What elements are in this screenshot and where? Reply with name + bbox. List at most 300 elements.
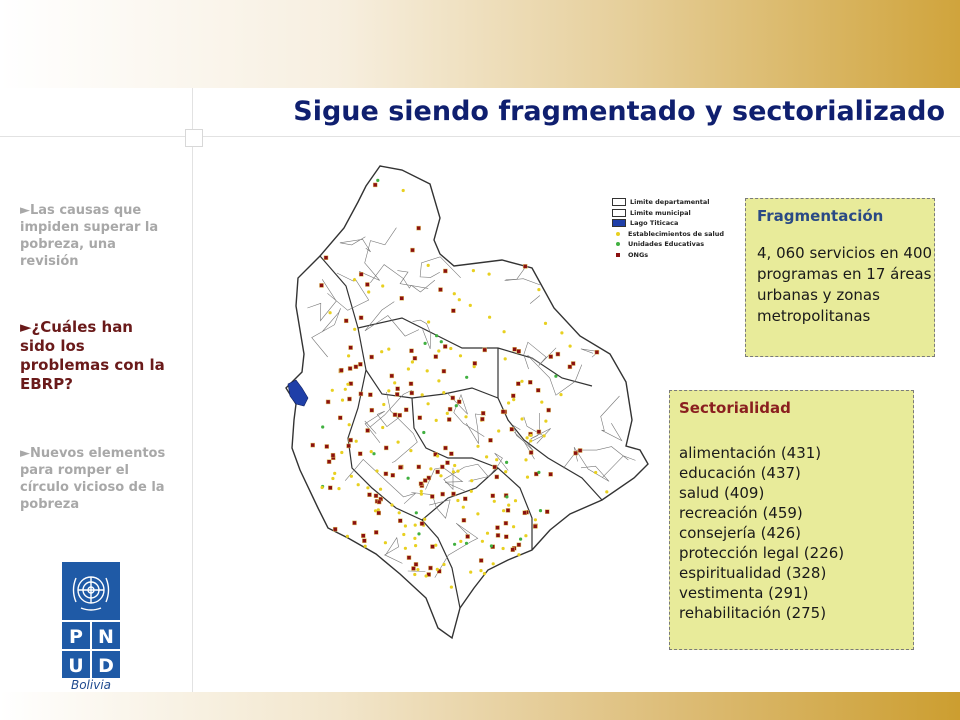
- salud-marker: [452, 470, 455, 473]
- salud-marker: [420, 490, 423, 493]
- pnud-logo: [62, 562, 120, 692]
- salud-marker: [407, 367, 410, 370]
- salud-marker: [495, 458, 498, 461]
- salud-marker: [456, 470, 459, 473]
- ong-marker: [410, 349, 414, 353]
- ong-marker: [368, 493, 372, 497]
- educativa-marker: [539, 509, 542, 512]
- ong-marker: [344, 319, 348, 323]
- ong-marker: [517, 543, 521, 547]
- logo-letter-u: U: [68, 655, 84, 677]
- ong-marker: [417, 226, 421, 230]
- salud-marker: [355, 440, 358, 443]
- salud-marker: [442, 563, 445, 566]
- educativa-marker: [455, 404, 458, 407]
- list-item: protección legal (226): [679, 544, 845, 562]
- educativa-marker: [490, 544, 493, 547]
- ong-marker: [495, 475, 499, 479]
- ong-marker: [501, 410, 505, 414]
- logo-letter-d: D: [98, 655, 114, 677]
- ong-marker: [338, 416, 342, 420]
- list-item: educación (437): [679, 464, 801, 482]
- ong-marker: [506, 508, 510, 512]
- fragmentacion-heading: Fragmentación: [757, 207, 884, 225]
- ong-marker: [326, 400, 330, 404]
- map-legend: [612, 197, 742, 260]
- legend-item-limite-municipal: Limite municipal: [612, 208, 742, 219]
- salud-marker: [517, 553, 520, 556]
- salud-marker: [492, 562, 495, 565]
- ong-marker: [436, 470, 440, 474]
- salud-marker: [402, 189, 405, 192]
- salud-marker: [346, 383, 349, 386]
- salud-marker: [329, 311, 332, 314]
- sectorialidad-box: [669, 390, 914, 650]
- salud-marker: [375, 469, 378, 472]
- ong-marker: [479, 559, 483, 563]
- ong-marker: [517, 349, 521, 353]
- salud-marker: [503, 330, 506, 333]
- legend-item-lago-titicaca: Lago Titicaca: [612, 218, 742, 229]
- ong-marker: [448, 407, 452, 411]
- salud-marker: [469, 304, 472, 307]
- salud-marker: [470, 479, 473, 482]
- list-item: vestimenta (291): [679, 584, 809, 602]
- salud-marker: [459, 354, 462, 357]
- salud-marker: [416, 568, 419, 571]
- legend-item-limite-departamental: Limite departamental: [612, 197, 742, 208]
- ong-marker: [423, 479, 427, 483]
- ong-marker: [391, 473, 395, 477]
- ong-marker: [339, 368, 343, 372]
- salud-marker: [409, 449, 412, 452]
- ong-marker: [368, 393, 372, 397]
- salud-marker: [439, 474, 442, 477]
- ong-marker: [404, 408, 408, 412]
- salud-marker: [364, 545, 367, 548]
- sectorialidad-heading: Sectorialidad: [679, 399, 791, 417]
- ong-marker: [359, 272, 363, 276]
- salud-marker: [569, 345, 572, 348]
- salud-marker: [446, 412, 449, 415]
- salud-marker: [529, 434, 532, 437]
- salud-marker: [353, 328, 356, 331]
- ong-marker: [393, 413, 397, 417]
- ong-marker: [511, 394, 515, 398]
- salud-marker: [340, 451, 343, 454]
- ong-marker: [443, 345, 447, 349]
- ong-marker: [504, 521, 508, 525]
- title-divider: [0, 136, 960, 137]
- ong-marker: [324, 256, 328, 260]
- salud-marker: [357, 483, 360, 486]
- salud-marker: [456, 499, 459, 502]
- salud-marker: [413, 573, 416, 576]
- ong-marker: [533, 524, 537, 528]
- salud-marker: [543, 434, 546, 437]
- ong-marker: [491, 494, 495, 498]
- ong-marker: [398, 519, 402, 523]
- salud-marker: [462, 506, 465, 509]
- ong-marker: [462, 518, 466, 522]
- ong-marker: [441, 492, 445, 496]
- salud-marker: [507, 504, 510, 507]
- ong-marker: [429, 566, 433, 570]
- salud-marker: [381, 426, 384, 429]
- ong-marker: [409, 382, 413, 386]
- ong-marker: [523, 264, 527, 268]
- header-gradient-bar: [0, 0, 960, 88]
- educativa-marker: [505, 495, 508, 498]
- salud-marker: [347, 354, 350, 357]
- list-item: salud (409): [679, 484, 765, 502]
- salud-marker: [337, 487, 340, 490]
- ong-marker: [311, 443, 315, 447]
- ong-marker: [431, 545, 435, 549]
- salud-marker: [453, 464, 456, 467]
- ong-marker: [451, 396, 455, 400]
- salud-marker: [540, 401, 543, 404]
- salud-marker: [390, 503, 393, 506]
- salud-marker: [421, 393, 424, 396]
- salud-marker: [459, 540, 462, 543]
- salud-marker: [529, 439, 532, 442]
- ong-marker: [374, 494, 378, 498]
- salud-marker: [353, 278, 356, 281]
- ong-marker: [545, 510, 549, 514]
- salud-marker: [384, 541, 387, 544]
- ong-marker: [362, 539, 366, 543]
- ong-marker: [439, 288, 443, 292]
- ong-marker: [493, 465, 497, 469]
- ong-marker: [510, 427, 514, 431]
- ong-marker: [473, 361, 477, 365]
- salud-marker: [331, 477, 334, 480]
- ong-marker: [513, 347, 517, 351]
- logo-letter-n: N: [98, 626, 114, 648]
- salud-marker: [524, 458, 527, 461]
- educativa-marker: [372, 452, 375, 455]
- salud-marker: [413, 537, 416, 540]
- salud-marker: [469, 571, 472, 574]
- salud-marker: [381, 284, 384, 287]
- ong-marker: [370, 355, 374, 359]
- salud-marker: [534, 518, 537, 521]
- ong-marker: [549, 472, 553, 476]
- salud-marker: [382, 403, 385, 406]
- ong-marker: [489, 438, 493, 442]
- ong-marker: [413, 356, 417, 360]
- salud-marker: [512, 525, 515, 528]
- salud-marker: [427, 402, 430, 405]
- salud-marker: [420, 493, 423, 496]
- salud-marker: [526, 436, 529, 439]
- salud-marker: [544, 420, 547, 423]
- salud-marker: [497, 429, 500, 432]
- ong-marker: [373, 183, 377, 187]
- ong-marker: [328, 486, 332, 490]
- educativa-marker: [453, 543, 456, 546]
- list-item: espiritualidad (328): [679, 564, 827, 582]
- ong-marker: [331, 453, 335, 457]
- salud-marker: [346, 535, 349, 538]
- ong-marker: [504, 535, 508, 539]
- salud-marker: [387, 348, 390, 351]
- logo-letter-p: P: [69, 626, 83, 648]
- salud-marker: [437, 379, 440, 382]
- ong-marker: [466, 535, 470, 539]
- ong-marker: [398, 413, 402, 417]
- ong-marker: [349, 438, 353, 442]
- salud-marker: [450, 586, 453, 589]
- salud-marker: [559, 393, 562, 396]
- salud-marker: [379, 488, 382, 491]
- salud-marker: [442, 391, 445, 394]
- ong-marker: [446, 461, 450, 465]
- educativa-marker: [435, 334, 438, 337]
- ong-marker: [390, 374, 394, 378]
- salud-marker: [427, 320, 430, 323]
- salud-marker: [426, 369, 429, 372]
- ong-marker: [447, 418, 451, 422]
- salud-marker: [526, 476, 529, 479]
- ong-marker: [347, 444, 351, 448]
- salud-marker: [411, 360, 414, 363]
- legend-item-salud: Establecimientos de salud: [612, 229, 742, 240]
- educativa-marker: [505, 461, 508, 464]
- educativa-marker: [407, 477, 410, 480]
- ong-marker: [377, 500, 381, 504]
- educativa-marker: [465, 542, 468, 545]
- ong-marker: [358, 362, 362, 366]
- educativa-marker: [424, 342, 427, 345]
- ong-marker: [481, 411, 485, 415]
- footer-gradient-bar: [0, 692, 960, 720]
- salud-marker: [453, 292, 456, 295]
- ong-marker: [511, 548, 515, 552]
- salud-marker: [437, 349, 440, 352]
- salud-marker: [436, 454, 439, 457]
- ong-marker: [412, 567, 416, 571]
- ong-marker: [496, 526, 500, 530]
- ong-marker: [398, 465, 402, 469]
- salud-marker: [402, 533, 405, 536]
- salud-marker: [435, 419, 438, 422]
- ong-marker: [483, 348, 487, 352]
- educativa-marker: [440, 340, 443, 343]
- salud-marker: [321, 486, 324, 489]
- salud-marker: [348, 423, 351, 426]
- sidebar-item-causas[interactable]: ►Las causas que impiden superar la pobreza, una revisión: [20, 203, 159, 269]
- salud-marker: [350, 475, 353, 478]
- page-title: Sigue siendo fragmentado y sectorializado: [293, 96, 945, 127]
- salud-marker: [493, 500, 496, 503]
- ong-marker: [420, 522, 424, 526]
- ong-marker: [440, 465, 444, 469]
- ong-marker: [523, 511, 527, 515]
- ong-marker: [537, 430, 541, 434]
- salud-marker: [504, 357, 507, 360]
- ong-marker: [419, 482, 423, 486]
- ong-marker: [370, 408, 374, 412]
- legend-item-ongs: ONGs: [612, 250, 742, 261]
- ong-marker: [480, 417, 484, 421]
- ong-marker: [496, 533, 500, 537]
- ong-marker: [361, 534, 365, 538]
- sidebar-item-nuevos[interactable]: ►Nuevos elementos para romper el círculo vicioso de la pobreza: [20, 446, 166, 512]
- ong-marker: [407, 556, 411, 560]
- salud-marker: [479, 569, 482, 572]
- salud-marker: [481, 540, 484, 543]
- salud-marker: [488, 273, 491, 276]
- ong-marker: [549, 355, 553, 359]
- salud-marker: [429, 467, 432, 470]
- ong-marker: [449, 452, 453, 456]
- ong-marker: [354, 365, 358, 369]
- ong-marker: [529, 451, 533, 455]
- salud-marker: [514, 499, 517, 502]
- ong-marker: [333, 527, 337, 531]
- sidebar-item-problemas[interactable]: ►¿Cuáles han sido los problemas con la EBRP?: [20, 318, 165, 393]
- salud-marker: [404, 524, 407, 527]
- ong-marker: [430, 495, 434, 499]
- ong-marker: [384, 472, 388, 476]
- salud-marker: [512, 398, 515, 401]
- salud-marker: [341, 399, 344, 402]
- educativa-marker: [465, 376, 468, 379]
- salud-marker: [544, 322, 547, 325]
- list-item: consejería (426): [679, 524, 801, 542]
- ong-marker: [418, 416, 422, 420]
- educativa-marker: [417, 532, 420, 535]
- educativa-marker: [415, 511, 418, 514]
- salud-marker: [380, 350, 383, 353]
- ong-marker: [327, 460, 331, 464]
- salud-marker: [397, 441, 400, 444]
- ong-marker: [536, 388, 540, 392]
- ong-marker: [578, 449, 582, 453]
- ong-marker: [395, 392, 399, 396]
- salud-marker: [366, 486, 369, 489]
- salud-marker: [398, 511, 401, 514]
- salud-marker: [476, 512, 479, 515]
- salud-marker: [414, 524, 417, 527]
- salud-marker: [524, 534, 527, 537]
- salud-marker: [370, 450, 373, 453]
- salud-marker: [476, 445, 479, 448]
- ong-marker: [547, 408, 551, 412]
- sectorialidad-list: [679, 443, 844, 623]
- salud-marker: [485, 455, 488, 458]
- ong-marker: [325, 445, 329, 449]
- ong-marker: [414, 562, 418, 566]
- ong-marker: [400, 296, 404, 300]
- educativa-marker: [376, 179, 379, 182]
- salud-marker: [472, 269, 475, 272]
- salud-marker: [594, 471, 597, 474]
- ong-marker: [434, 355, 438, 359]
- ong-marker: [349, 382, 353, 386]
- ong-marker: [463, 497, 467, 501]
- salud-marker: [502, 547, 505, 550]
- salud-marker: [404, 547, 407, 550]
- ong-marker: [442, 369, 446, 373]
- ong-marker: [410, 391, 414, 395]
- ong-marker: [444, 446, 448, 450]
- ong-marker: [349, 346, 353, 350]
- ong-marker: [353, 521, 357, 525]
- ong-marker: [359, 392, 363, 396]
- salud-marker: [560, 331, 563, 334]
- ong-marker: [595, 350, 599, 354]
- ong-marker: [417, 465, 421, 469]
- bolivia-outline: [286, 166, 648, 638]
- ong-marker: [320, 283, 324, 287]
- salud-marker: [605, 490, 608, 493]
- salud-marker: [470, 490, 473, 493]
- salud-marker: [414, 544, 417, 547]
- salud-marker: [423, 518, 426, 521]
- salud-marker: [331, 389, 334, 392]
- legend-item-educativas: Unidades Educativas: [612, 239, 742, 250]
- ong-marker: [451, 309, 455, 313]
- corner-square-decoration: [185, 129, 203, 147]
- salud-marker: [521, 417, 524, 420]
- ong-marker: [358, 452, 362, 456]
- sidebar-divider: [192, 88, 193, 692]
- salud-marker: [464, 415, 467, 418]
- salud-marker: [483, 572, 486, 575]
- ong-marker: [359, 316, 363, 320]
- ong-marker: [384, 446, 388, 450]
- salud-marker: [520, 380, 523, 383]
- ong-marker: [452, 492, 456, 496]
- educativa-marker: [321, 425, 324, 428]
- ong-marker: [528, 380, 532, 384]
- ong-marker: [377, 511, 381, 515]
- salud-marker: [425, 574, 428, 577]
- educativa-marker: [537, 471, 540, 474]
- salud-marker: [387, 389, 390, 392]
- logo-caption: Bolivia: [70, 678, 112, 692]
- salud-marker: [502, 509, 505, 512]
- salud-marker: [537, 288, 540, 291]
- salud-marker: [393, 381, 396, 384]
- educativa-marker: [519, 538, 522, 541]
- educativa-marker: [554, 375, 557, 378]
- salud-marker: [436, 568, 439, 571]
- list-item: rehabilitación (275): [679, 604, 827, 622]
- salud-marker: [344, 388, 347, 391]
- ong-marker: [411, 248, 415, 252]
- salud-marker: [367, 290, 370, 293]
- salud-marker: [504, 470, 507, 473]
- ong-marker: [443, 269, 447, 273]
- fragmentacion-text: 4, 060 servicios en 400 programas en 17 áreas urbanas y zonas metropolitanas: [757, 244, 933, 325]
- ong-marker: [556, 352, 560, 356]
- salud-marker: [333, 472, 336, 475]
- ong-marker: [396, 387, 400, 391]
- list-item: alimentación (431): [679, 444, 822, 462]
- fragmentacion-box: [745, 198, 935, 357]
- ong-marker: [365, 283, 369, 287]
- salud-marker: [486, 532, 489, 535]
- ong-marker: [374, 530, 378, 534]
- salud-marker: [458, 298, 461, 301]
- list-item: recreación (459): [679, 504, 803, 522]
- ong-marker: [568, 365, 572, 369]
- educativa-marker: [422, 431, 425, 434]
